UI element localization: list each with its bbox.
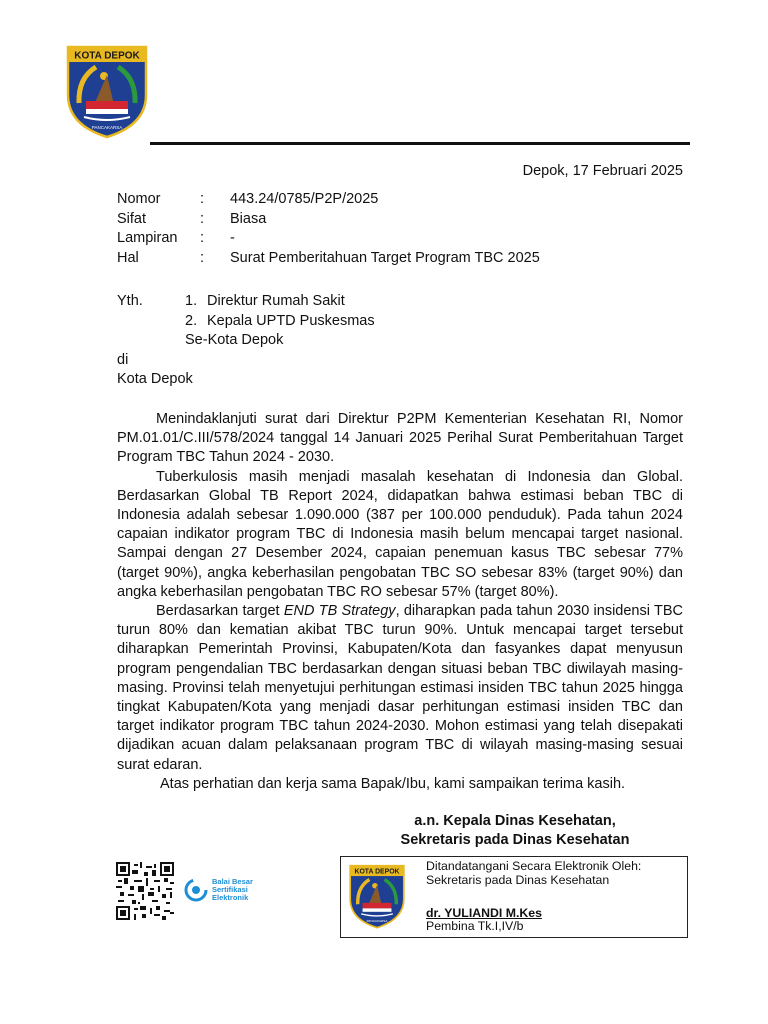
logo-motto: PANCAKARSA — [91, 125, 123, 130]
signer-name: dr. YULIANDI M.Kes — [426, 906, 542, 920]
meta-value: 443.24/0785/P2P/2025 — [230, 191, 379, 207]
signer-rank: Pembina Tk.I,IV/b — [426, 919, 524, 933]
body-paragraph-4: Atas perhatian dan kerja sama Bapak/Ibu, kami sampaikan terima kasih. — [160, 775, 626, 792]
body-paragraph-1: Menindaklanjuti surat dari Direktur P2PM Kementerian Kesehatan RI, Nomor PM.01.01/C.III/578/2024 tanggal 14 Januari 2025 Perihal Surat Pemberitahuan Target Program TBC Tahun 2024 - 2030. — [117, 411, 683, 466]
recipient-number: 2. — [185, 312, 198, 329]
meta-key: Nomor — [117, 191, 161, 207]
meta-row-sifat — [117, 210, 540, 230]
bsre-badge — [184, 878, 253, 902]
recipient-item: Kepala UPTD Puskesmas — [207, 312, 375, 329]
stamp-logo-label: KOTA DEPOK — [354, 868, 400, 876]
electronic-signature-box — [340, 856, 688, 938]
meta-key: Hal — [117, 249, 139, 266]
meta-colon: : — [200, 210, 205, 227]
bsre-logo-icon — [184, 878, 208, 902]
stamp-logo-motto: PANCAKARSA — [366, 919, 388, 924]
kota-depok-stamp-logo — [347, 863, 407, 929]
p3-rest: , diharapkan pada tahun 2030 insidensi TBC turun 80% dan kematian akibat TBC turun 90%. Untuk mencapai target tersebut diharapkan Pemerintah Provinsi, Kabupaten/Kota dan fasyankes dapat menyusun program pengendalian TBC berdasarkan dengan situasi beban TBC diwilayah masing-masing. Provinsi telah menyetujui perhitungan estimasi insiden TBC tahun 2025 hingga tingkat Kabupaten/Kota yang menjadi dasar perhitungan estimasi insiden TBC dan target indikator program TBC tahun 2024-2030. Mohon estimasi yang telah disepakati dijadikan acuan dalam pelaksanaan program TBC di wilayah masing-masing sesuai surat edaran. — [117, 603, 683, 773]
meta-key: Lampiran — [117, 230, 178, 246]
qr-code — [116, 862, 174, 920]
kota-depok-logo — [64, 43, 150, 139]
letter-date: Depok, 17 Februari 2025 — [522, 163, 683, 179]
bsre-line-3: Elektronik — [212, 893, 249, 902]
letter-meta — [117, 190, 540, 268]
p3-strategy-term: END TB Strategy — [283, 603, 396, 620]
recipient-place: Kota Depok — [117, 371, 193, 387]
letterhead-divider — [150, 142, 690, 145]
recipient-item: Direktur Rumah Sakit — [207, 293, 345, 309]
letter-body — [117, 410, 683, 794]
bsre-line-1: Balai Besar — [212, 877, 253, 886]
recipient-block — [117, 292, 375, 390]
signature-line-2: Sekretaris pada Dinas Kesehatan — [400, 832, 630, 848]
signature-line-1: a.n. Kepala Dinas Kesehatan, — [414, 813, 616, 829]
bsre-line-2: Sertifikasi — [212, 885, 248, 894]
meta-row-nomor — [117, 190, 540, 210]
p3-lead: Berdasarkan target — [156, 603, 284, 620]
meta-value: - — [230, 230, 235, 246]
meta-key: Sifat — [117, 210, 147, 227]
recipient-di: di — [117, 351, 129, 368]
meta-row-lampiran — [117, 229, 540, 249]
meta-value: Biasa — [230, 210, 267, 227]
logo-label: KOTA DEPOK — [74, 50, 140, 62]
meta-colon: : — [200, 230, 205, 246]
recipient-scope: Se-Kota Depok — [185, 332, 284, 348]
meta-colon: : — [200, 249, 205, 266]
recipient-number: 1. — [185, 293, 198, 309]
esign-line-2: Sekretaris pada Dinas Kesehatan — [426, 873, 610, 887]
signature-title — [390, 812, 640, 850]
meta-row-hal — [117, 249, 540, 269]
body-paragraph-2: Tuberkulosis masih menjadi masalah kesehatan di Indonesia dan Global. Berdasarkan Global TB Report 2024, didapatkan bahwa estimasi beban TBC di Indonesia adalah sebesar 1.090.000 (387 per 100.000 penduduk). Pada tahun 2024 capaian indikator program TBC di Indonesia masih belum mencapai target nasional. Sampai dengan 27 Desember 2024, capaian penemuan kasus TBC sebesar 77% (target 90%), angka keberhasilan pengobatan TBC SO sebesar 83% (target 90%) dan angka keberhasilan pengobatan TBC RO sebesar 57% (target 80%). — [117, 468, 683, 600]
meta-colon: : — [200, 191, 205, 207]
recipient-salutation: Yth. — [117, 293, 143, 309]
body-paragraph-3 — [117, 602, 683, 775]
esign-line-1: Ditandatangani Secara Elektronik Oleh: — [426, 859, 642, 873]
meta-value: Surat Pemberitahuan Target Program TBC 2025 — [230, 249, 540, 266]
